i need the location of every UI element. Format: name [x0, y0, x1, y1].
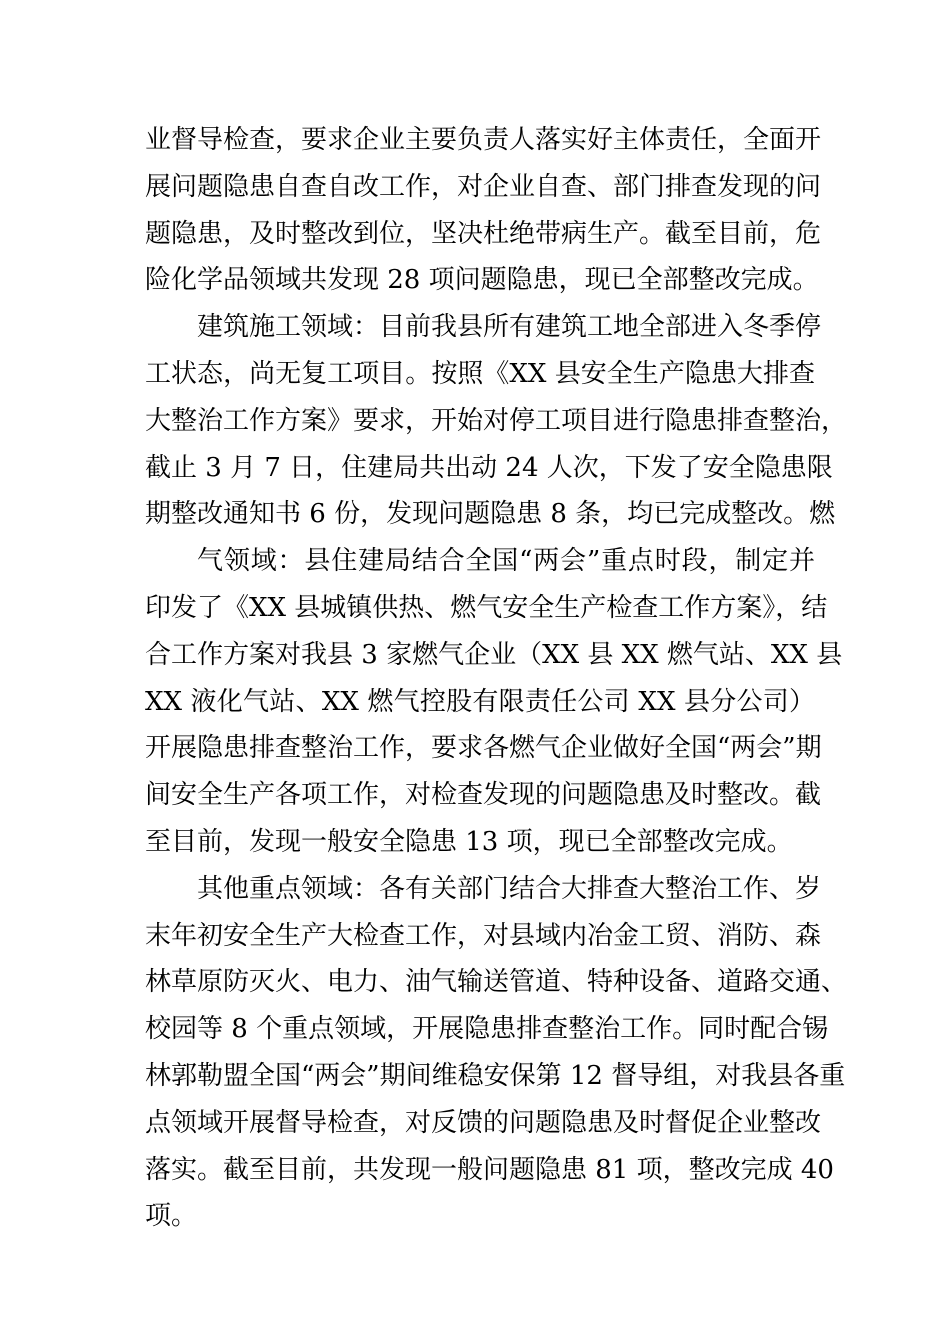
text-line: 林郭勒盟全国“两会”期间维稳安保第 12 督导组，对我县各重	[145, 1060, 846, 1091]
text-line: 期整改通知书 6 份，发现问题隐患 8 条，均已完成整改。燃	[145, 499, 836, 530]
text-line: 建筑施工领域：目前我县所有建筑工地全部进入冬季停	[197, 312, 822, 343]
text-line: 落实。截至目前，共发现一般问题隐患 81 项，整改完成 40	[145, 1154, 834, 1185]
document-body	[145, 117, 848, 1240]
text-line: 合工作方案对我县 3 家燃气企业（XX 县 XX 燃气站、XX 县	[145, 639, 843, 670]
text-line: 截止 3 月 7 日，住建局共出动 24 人次，下发了安全隐患限	[145, 452, 833, 483]
text-line: 校园等 8 个重点领域，开展隐患排查整治工作。同时配合锡	[145, 1014, 829, 1045]
text-line: XX 液化气站、XX 燃气控股有限责任公司 XX 县分公司）	[145, 686, 815, 717]
text-line: 展问题隐患自查自改工作，对企业自查、部门排查发现的问	[145, 171, 822, 202]
text-line: 开展隐患排查整治工作，要求各燃气企业做好全国“两会”期	[145, 733, 822, 764]
text-line: 印发了《XX 县城镇供热、燃气安全生产检查工作方案》，结	[145, 592, 828, 623]
text-line: 至目前，发现一般安全隐患 13 项，现已全部整改完成。	[145, 826, 793, 857]
text-line: 末年初安全生产大检查工作，对县域内冶金工贸、消防、森	[145, 920, 822, 951]
text-line: 间安全生产各项工作，对检查发现的问题隐患及时整改。截	[145, 780, 822, 811]
text-line: 工状态，尚无复工项目。按照《XX 县安全生产隐患大排查	[145, 358, 815, 389]
text-line: 业督导检查，要求企业主要负责人落实好主体责任，全面开	[145, 125, 822, 155]
text-line: 林草原防灭火、电力、油气输送管道、特种设备、道路交通、	[145, 967, 848, 998]
text-line: 大整治工作方案》要求，开始对停工项目进行隐患排查整治，	[145, 405, 848, 436]
text-line: 项。	[145, 1201, 198, 1232]
text-line: 险化学品领域共发现 28 项问题隐患，现已全部整改完成。	[145, 265, 819, 296]
text-line: 点领域开展督导检查，对反馈的问题隐患及时督促企业整改	[145, 1107, 822, 1138]
text-line: 气领域：县住建局结合全国“两会”重点时段，制定并	[197, 546, 815, 577]
text-line: 题隐患，及时整改到位，坚决杜绝带病生产。截至目前，危	[145, 218, 822, 249]
text-line: 其他重点领域：各有关部门结合大排查大整治工作、岁	[197, 873, 822, 904]
